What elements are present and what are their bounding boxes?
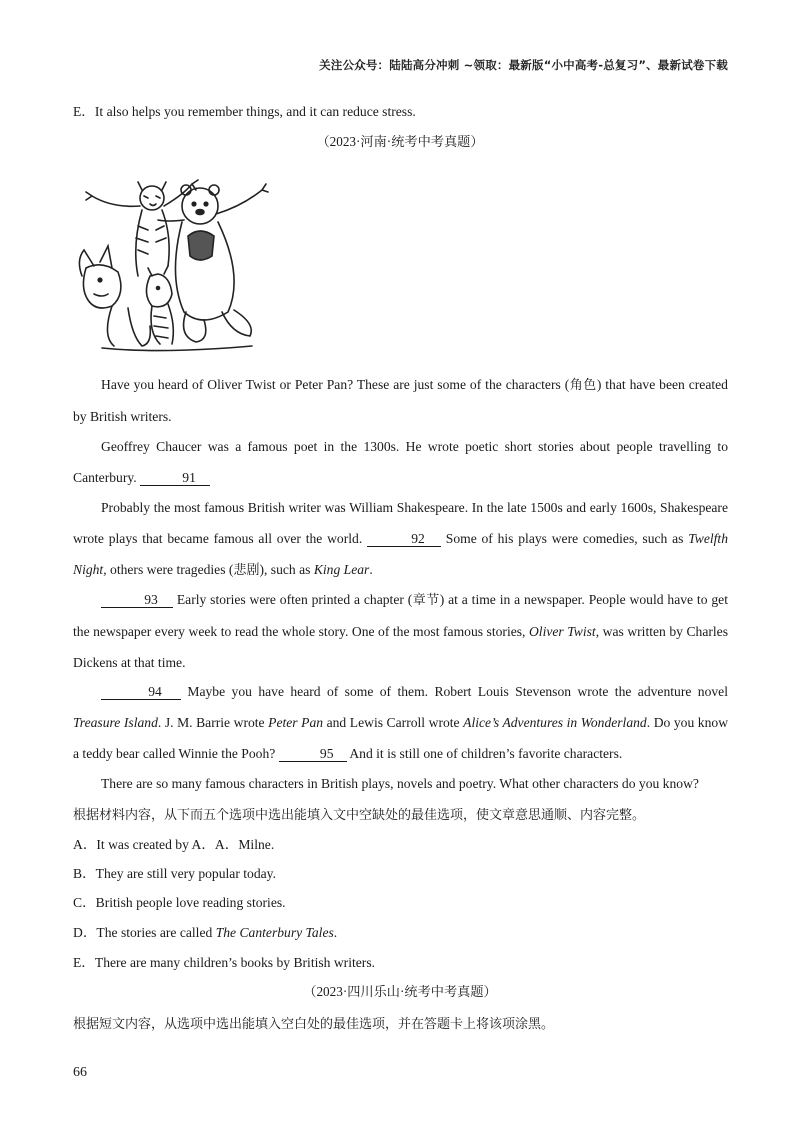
instruction-1: 根据材料内容，从下而五个选项中选出能填入文中空缺处的最佳选项，使文章意思通顺、内容完整。 <box>73 808 646 823</box>
paragraph-6: There are so many famous characters in British plays, novels and poetry. What other characters do you know? <box>101 776 699 791</box>
blank-91[interactable]: 91 <box>140 470 210 486</box>
illustration-pooh-and-friends <box>72 176 272 356</box>
blank-95[interactable]: 95 <box>279 746 347 762</box>
option-a: A．It was created by A．A．Milne. <box>73 837 275 852</box>
option-e: E．There are many children’s books by British writers. <box>73 955 376 970</box>
previous-option-e: E．It also helps you remember things, and it can reduce stress. <box>73 104 416 119</box>
instruction-2: 根据短文内容，从选项中选出能填入空白处的最佳选项，并在答题卡上将该项涂黑。 <box>73 1017 555 1032</box>
paragraph-5: 94 Maybe you have heard of some of them. Robert Louis Stevenson wrote the adventure novel Treasure Island. J. M. Barrie wrote Peter Pan and Lewis Carroll wrote Alice’s Adventures in Wonderland. Do you know a teddy bear called Winnie the Pooh? 95 And it is still one of children’s favorite characters. <box>73 684 729 761</box>
paragraph-4: 93 Early stories were often printed a chapter (章节) at a time in a newspaper. People would have to get the newspaper every week to read the whole story. One of the most famous stories, Oliver Twist, was written by Charles Dickens at that time. <box>73 592 729 670</box>
blank-92[interactable]: 92 <box>367 531 441 547</box>
source-citation: （2023·河南·统考中考真题） <box>316 134 484 149</box>
sketch-illustration-icon <box>72 176 272 356</box>
option-c: C．British people love reading stories. <box>73 895 286 910</box>
blank-93[interactable]: 93 <box>101 592 173 608</box>
option-d: D．The stories are called The Canterbury Tales. <box>73 925 338 940</box>
paragraph-1: Have you heard of Oliver Twist or Peter Pan? These are just some of the characters (角色) that have been created by British writers. <box>73 377 728 424</box>
paragraph-3: Probably the most famous British writer was William Shakespeare. In the late 1500s and early 1600s, Shakespeare wrote plays that became famous all over the world. 92 Some of his plays were comedies, such as Twelfth Night, others were tragedies (悲剧), such as King Lear. <box>73 500 728 578</box>
source-citation-2: （2023·四川乐山·统考中考真题） <box>303 984 497 999</box>
paragraph-2: Geoffrey Chaucer was a famous poet in the 1300s. He wrote poetic short stories about people travelling to Canterbury. 91 <box>73 439 728 485</box>
option-b: B．They are still very popular today. <box>73 866 276 881</box>
blank-94[interactable]: 94 <box>101 684 181 700</box>
page-number: 66 <box>73 1065 87 1080</box>
page-header: 关注公众号：陆陆高分冲刺 ~领取：最新版“小中高考-总复习”、最新试卷下载 <box>319 58 728 72</box>
